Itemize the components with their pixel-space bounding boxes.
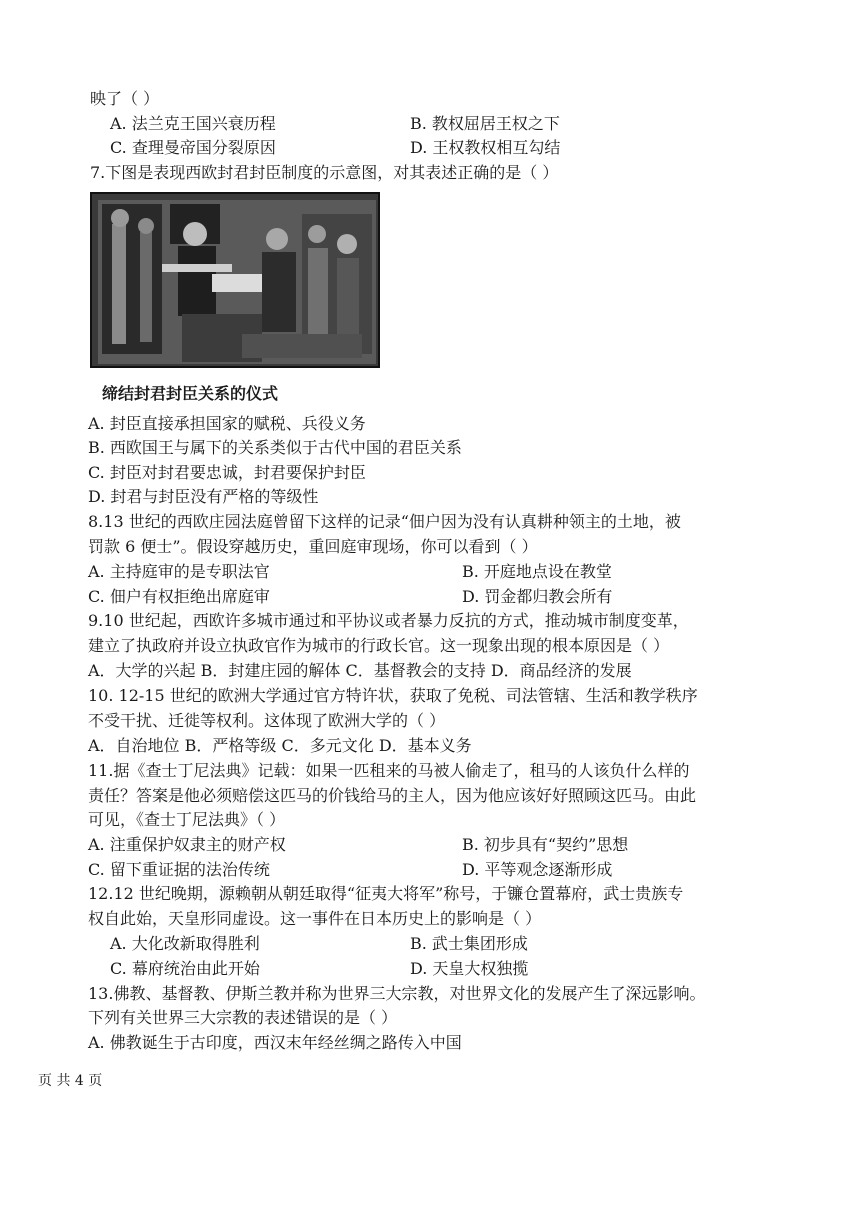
q6-option-d: D. 王权教权相互勾结 [410, 138, 561, 157]
q13-stem-line1: 13.佛教、基督教、伊斯兰教并称为世界三大宗教，对世界文化的发展产生了深远影响。 [88, 984, 706, 1003]
q8-option-c: C. 佃户有权拒绝出席庭审 [88, 587, 270, 606]
q12-option-c: C. 幕府统治由此开始 [110, 959, 260, 978]
q12-stem-line2: 权自此始，天皇形同虚设。这一事件在日本历史上的影响是（ ） [88, 909, 542, 928]
figure-caption: 缔结封君封臣关系的仪式 [102, 384, 279, 403]
q13-option-a: A. 佛教诞生于古印度，西汉末年经丝绸之路传入中国 [88, 1033, 462, 1052]
q8-option-d: D. 罚金都归教会所有 [462, 587, 613, 606]
q6-option-b: B. 教权屈居王权之下 [410, 114, 560, 133]
q11-option-d: D. 平等观念逐渐形成 [462, 860, 613, 879]
q8-option-b: B. 开庭地点设在教堂 [462, 562, 612, 581]
q11-stem-line2: 责任？答案是他必须赔偿这匹马的价钱给马的主人，因为他应该好好照顾这匹马。由此 [88, 786, 697, 805]
q12-stem-line1: 12.12 世纪晚期，源赖朝从朝廷取得“征夷大将军”称号，于镰仓置幕府，武士贵族专 [88, 884, 684, 903]
q7-stem: 7.下图是表现西欧封君封臣制度的示意图，对其表述正确的是（ ） [90, 163, 559, 182]
q11-option-b: B. 初步具有“契约”思想 [462, 835, 629, 854]
q10-stem-line1: 10. 12-15 世纪的欧洲大学通过官方特许状，获取了免税、司法管辖、生活和教学秩序 [88, 686, 698, 705]
q11-stem-line3: 可见，《查士丁尼法典》（ ） [88, 810, 286, 829]
q11-option-c: C. 留下重证据的法治传统 [88, 860, 270, 879]
q12-option-b: B. 武士集团形成 [410, 934, 528, 953]
q13-stem-line2: 下列有关世界三大宗教的表述错误的是（ ） [88, 1008, 398, 1027]
q7-option-c: C. 封臣对封君要忠诚，封君要保护封臣 [88, 463, 366, 482]
q12-option-a: A. 大化改新取得胜利 [110, 934, 260, 953]
q7-option-d: D. 封君与封臣没有严格的等级性 [88, 487, 319, 506]
q6-option-a: A. 法兰克王国兴衰历程 [110, 114, 276, 133]
q9-stem-line1: 9.10 世纪起，西欧许多城市通过和平协议或者暴力反抗的方式，推动城市制度变革， [88, 611, 689, 630]
q8-stem-line1: 8.13 世纪的西欧庄园法庭曾留下这样的记录“佃户因为没有认真耕种领主的土地，被 [88, 512, 681, 531]
q6-option-c: C. 查理曼帝国分裂原因 [110, 138, 276, 157]
page-footer: 页 共 4 页 [38, 1073, 103, 1089]
q10-stem-line2: 不受干扰、迁徙等权利。这体现了欧洲大学的（ ） [88, 711, 446, 730]
q6-stem-tail: 映了（ ） [90, 89, 160, 108]
q11-stem-line1: 11.据《查士丁尼法典》记载：如果一匹租来的马被人偷走了，租马的人该负什么样的 [88, 761, 690, 780]
q9-options: A．大学的兴起 B．封建庄园的解体 C．基督教会的支持 D．商品经济的发展 [88, 661, 632, 680]
q7-option-a: A. 封臣直接承担国家的赋税、兵役义务 [88, 414, 366, 433]
ceremony-illustration [90, 192, 380, 368]
q10-options: A．自治地位 B．严格等级 C．多元文化 D．基本义务 [88, 736, 472, 755]
q12-option-d: D. 天皇大权独揽 [410, 959, 529, 978]
q8-option-a: A. 主持庭审的是专职法官 [88, 562, 270, 581]
q7-option-b: B. 西欧国王与属下的关系类似于古代中国的君臣关系 [88, 438, 462, 457]
q9-stem-line2: 建立了执政府并设立执政官作为城市的行政长官。这一现象出现的根本原因是（ ） [88, 636, 670, 655]
q8-stem-line2: 罚款 6 便士”。假设穿越历史，重回庭审现场，你可以看到（ ） [88, 537, 538, 556]
q11-option-a: A. 注重保护奴隶主的财产权 [88, 835, 286, 854]
